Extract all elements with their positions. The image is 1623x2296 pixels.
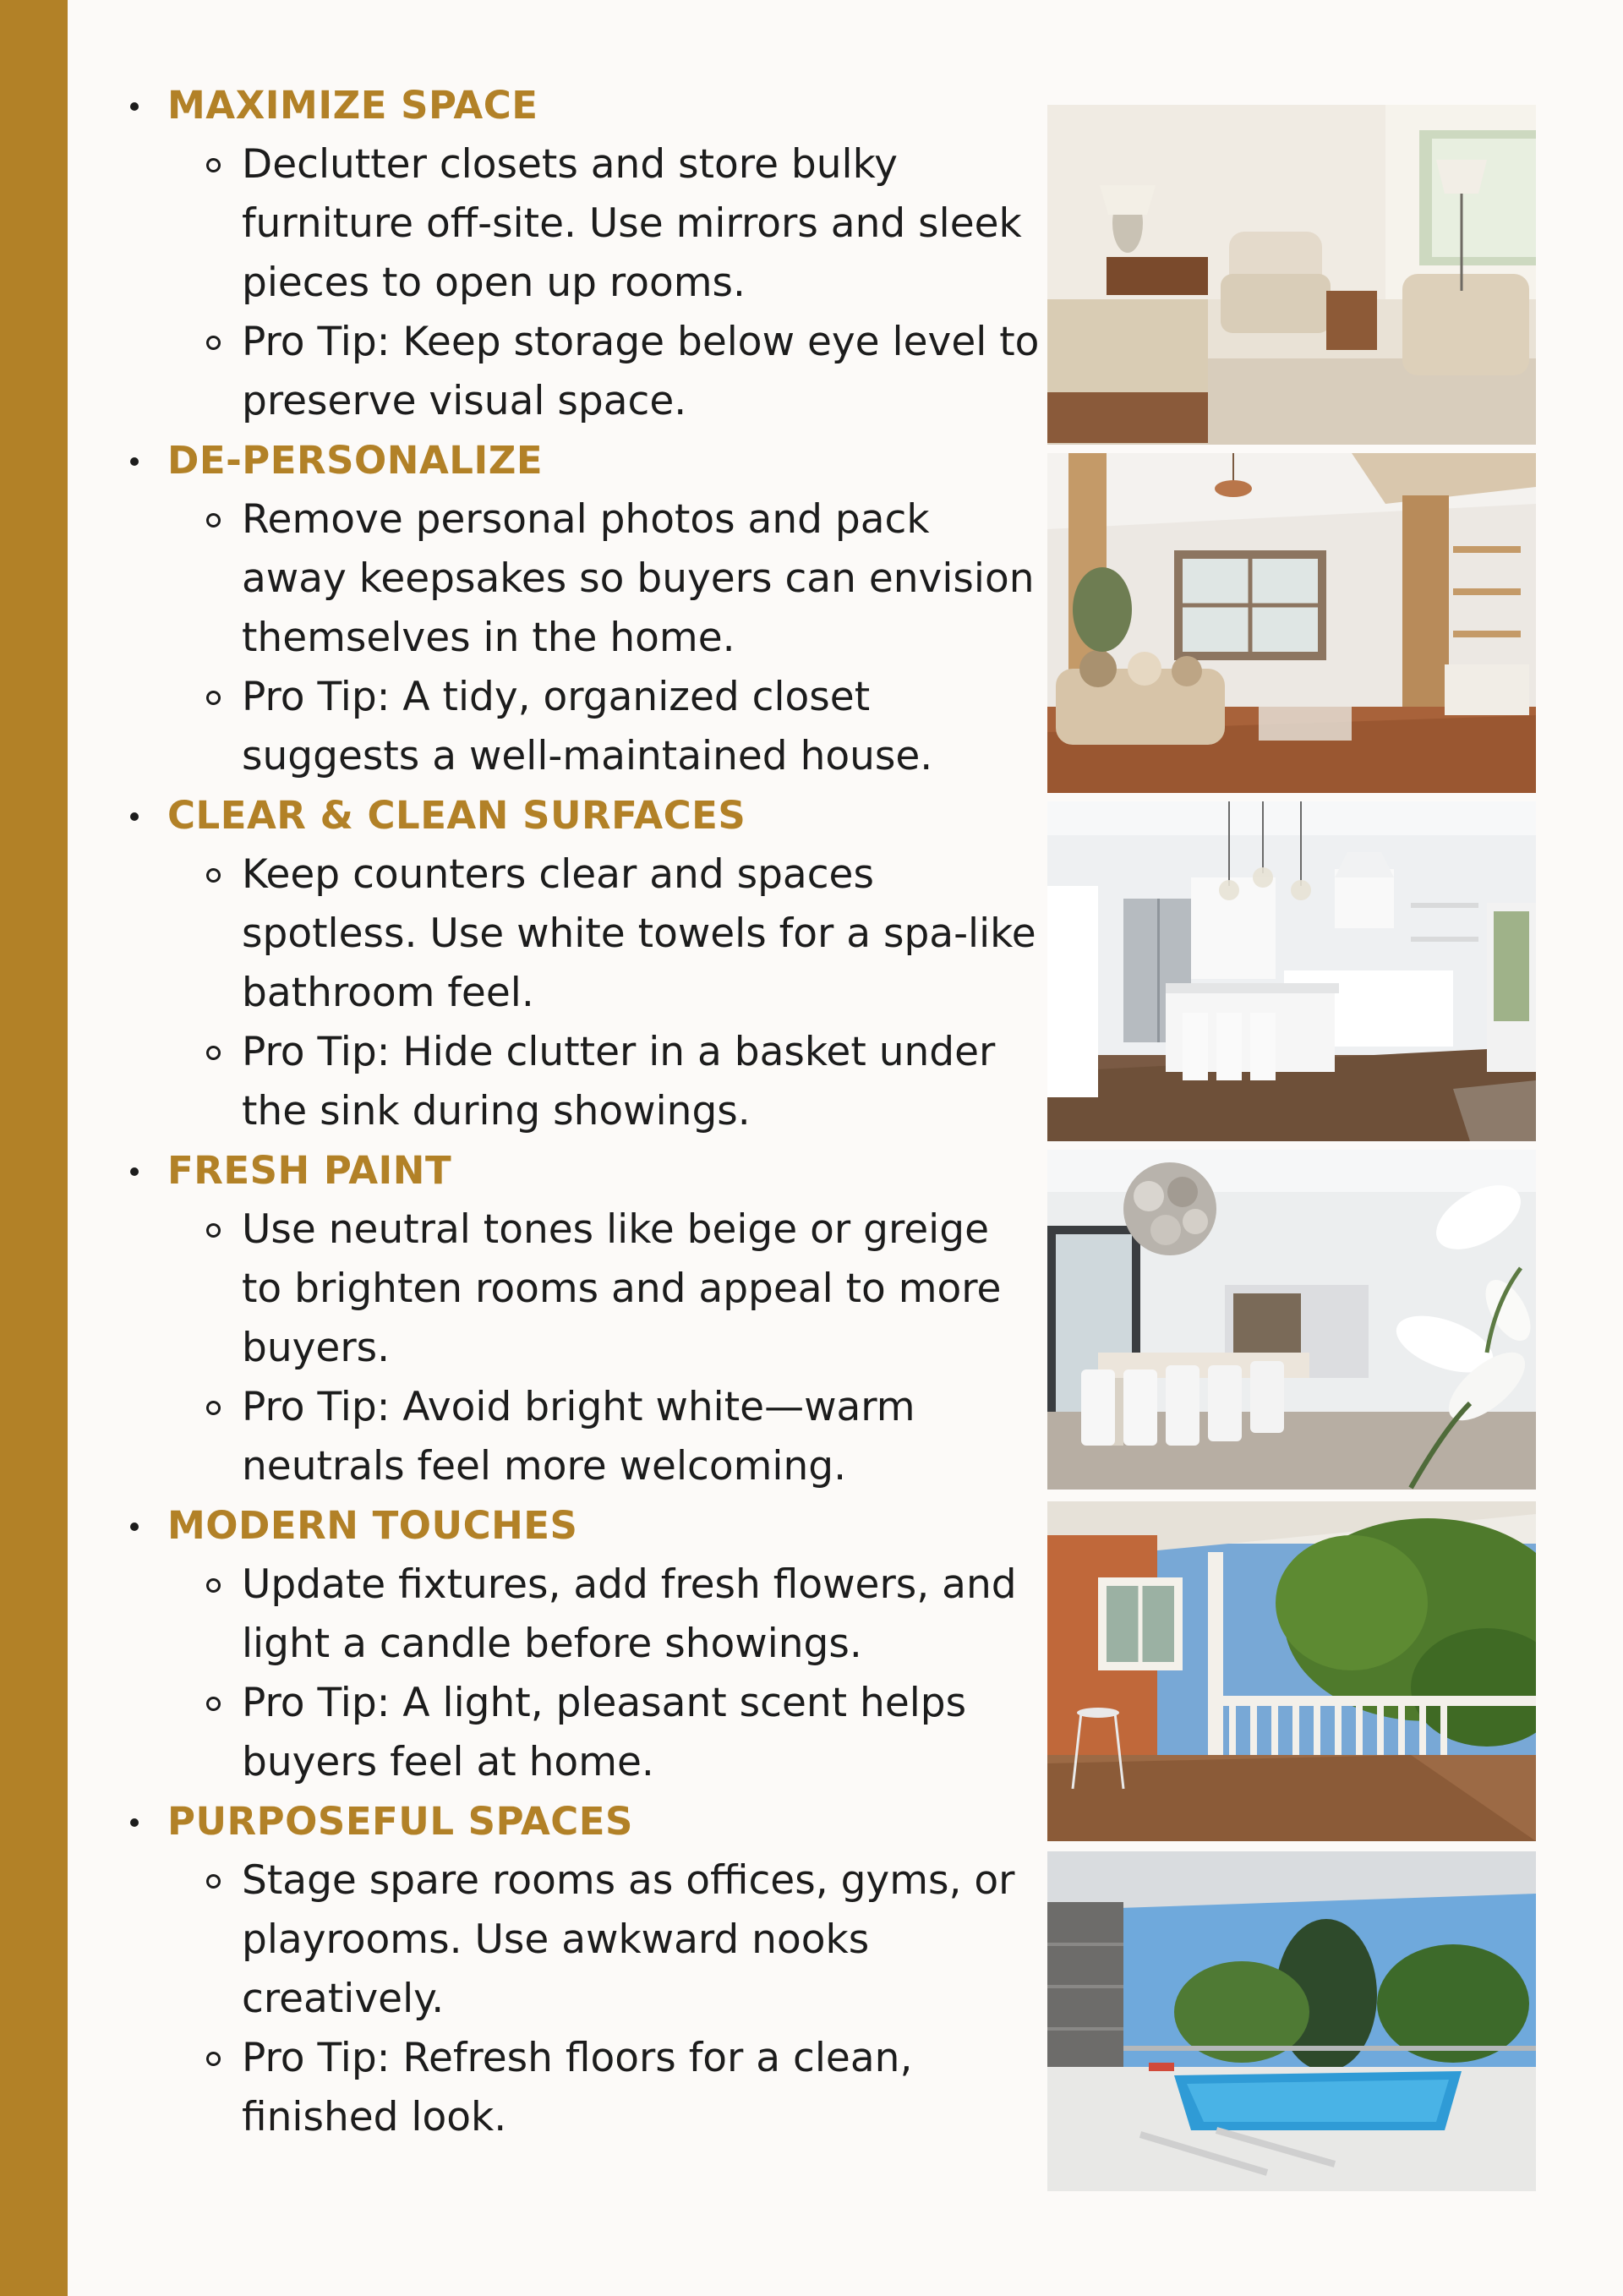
pro-tip-text: Pro Tip: A tidy, organized closet suggests a well-maintained house. — [242, 674, 933, 779]
list-item — [127, 1674, 1040, 1792]
tip-text: Use neutral tones like beige or greige to brighten rooms and appeal to more buyers. — [242, 1206, 1002, 1371]
left-accent-bar — [0, 0, 68, 2296]
ring-bullet — [206, 868, 221, 883]
ring-bullet — [206, 1401, 221, 1415]
sub-list — [127, 490, 1040, 786]
sub-list — [127, 1851, 1040, 2147]
list-item — [127, 845, 1040, 1023]
section-fresh-paint — [127, 1141, 1040, 1496]
section-heading: MAXIMIZE SPACE — [167, 83, 538, 128]
ring-bullet — [206, 2052, 221, 2066]
section-heading: PURPOSEFUL SPACES — [167, 1799, 633, 1844]
section-heading: FRESH PAINT — [167, 1148, 452, 1193]
tip-text: Remove personal photos and pack away keepsakes so buyers can envision themselves in the home. — [242, 496, 1035, 661]
section-heading: DE-PERSONALIZE — [167, 438, 544, 483]
list-item — [127, 1200, 1040, 1378]
list-item — [127, 1851, 1040, 2029]
sub-list — [127, 845, 1040, 1141]
bedroom-illustration — [1047, 105, 1536, 445]
tip-text: Declutter closets and store bulky furniture off-site. Use mirrors and sleek pieces to open up rooms. — [242, 141, 1022, 306]
pro-tip-text: Pro Tip: Hide clutter in a basket under the sink during showings. — [242, 1029, 996, 1134]
tip-text: Keep counters clear and spaces spotless. Use white towels for a spa-like bathroom feel. — [242, 851, 1036, 1016]
list-item — [127, 668, 1040, 786]
bullet-dot — [130, 1522, 139, 1531]
pro-tip-text: Pro Tip: Refresh floors for a clean, finished look. — [242, 2035, 913, 2140]
section-de-personalize — [127, 431, 1040, 786]
ring-bullet — [206, 1697, 221, 1711]
list-item — [127, 1555, 1040, 1674]
section-clear-clean-surfaces — [127, 786, 1040, 1141]
bedroom-photo — [1047, 105, 1536, 445]
section-heading: CLEAR & CLEAN SURFACES — [167, 793, 746, 838]
list-item — [127, 1023, 1040, 1141]
section-modern-touches — [127, 1496, 1040, 1792]
pro-tip-text: Pro Tip: Avoid bright white—warm neutrals feel more welcoming. — [242, 1384, 915, 1490]
sub-list — [127, 1555, 1040, 1792]
ring-bullet — [206, 513, 221, 528]
living-room-illustration — [1047, 453, 1536, 793]
tip-text: Update fixtures, add fresh flowers, and light a candle before showings. — [242, 1561, 1017, 1667]
section-maximize-space — [127, 76, 1040, 431]
sub-list — [127, 1200, 1040, 1496]
kitchen-illustration — [1047, 801, 1536, 1141]
ring-bullet — [206, 1874, 221, 1889]
staging-tips-list — [127, 76, 1040, 2147]
list-item — [127, 1378, 1040, 1496]
ring-bullet — [206, 158, 221, 172]
sub-list — [127, 135, 1040, 431]
bullet-dot — [130, 1167, 139, 1176]
pro-tip-text: Pro Tip: A light, pleasant scent helps buyers feel at home. — [242, 1680, 967, 1785]
heading-row — [127, 1141, 1040, 1200]
pool-illustration — [1047, 1851, 1536, 2191]
bullet-dot — [130, 812, 139, 821]
ring-bullet — [206, 1223, 221, 1238]
bullet-dot — [130, 457, 139, 466]
list-item — [127, 313, 1040, 431]
bullet-dot — [130, 1818, 139, 1827]
heading-row — [127, 431, 1040, 490]
ring-bullet — [206, 1046, 221, 1060]
ring-bullet — [206, 336, 221, 350]
ring-bullet — [206, 1578, 221, 1593]
bullet-dot — [130, 102, 139, 111]
pool-photo — [1047, 1851, 1536, 2191]
heading-row — [127, 76, 1040, 135]
list-item — [127, 2029, 1040, 2147]
section-heading: MODERN TOUCHES — [167, 1503, 578, 1548]
porch-illustration — [1047, 1501, 1536, 1841]
heading-row — [127, 786, 1040, 845]
pro-tip-text: Pro Tip: Keep storage below eye level to preserve visual space. — [242, 319, 1040, 424]
porch-photo — [1047, 1501, 1536, 1841]
heading-row — [127, 1792, 1040, 1851]
list-item — [127, 135, 1040, 313]
living-room-photo — [1047, 453, 1536, 793]
dining-room-photo — [1047, 1150, 1536, 1490]
tip-text: Stage spare rooms as offices, gyms, or playrooms. Use awkward nooks creatively. — [242, 1857, 1015, 2022]
kitchen-photo — [1047, 801, 1536, 1141]
ring-bullet — [206, 691, 221, 705]
heading-row — [127, 1496, 1040, 1555]
section-purposeful-spaces — [127, 1792, 1040, 2147]
list-item — [127, 490, 1040, 668]
dining-room-illustration — [1047, 1150, 1536, 1490]
